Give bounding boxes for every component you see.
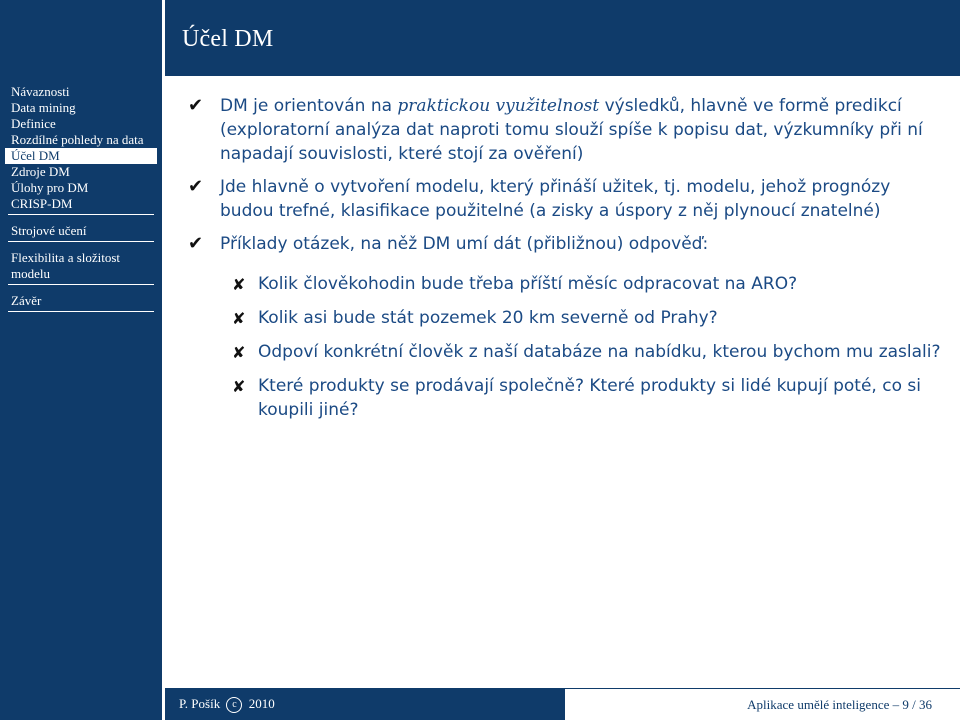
- footer-course: Aplikace umělé inteligence – 9 / 36: [565, 688, 960, 720]
- bullet-item: [182, 94, 942, 166]
- cross-icon: ✘: [232, 275, 246, 294]
- list-item-text: Kolik člověkohodin bude třeba příští měsíc odpracovat na ARO?: [258, 274, 798, 294]
- footer-course-name: Aplikace umělé inteligence: [747, 697, 890, 712]
- list-item: [182, 340, 942, 364]
- sidebar-item-flexibilita[interactable]: Flexibilita a složitost modelu: [8, 250, 154, 285]
- list-item-text: Odpoví konkrétní člověk z naší databáze na nabídku, kterou bychom mu zaslali?: [258, 342, 941, 362]
- sidebar-item-crisp-dm[interactable]: CRISP-DM: [8, 196, 154, 215]
- bullet-item: [182, 232, 942, 256]
- check-icon: ✔: [188, 233, 204, 254]
- cross-icon: ✘: [232, 377, 246, 396]
- sidebar-item-strojove-uceni[interactable]: Strojové učení: [8, 223, 154, 242]
- header-bar: [165, 0, 960, 76]
- bullet-item: [182, 175, 942, 223]
- sidebar-item-ucel-dm[interactable]: Účel DM: [5, 148, 157, 164]
- bullet-emphasis: praktickou využitelnost: [397, 96, 600, 116]
- footer-page-total: 36: [919, 697, 932, 712]
- sidebar-item-zdroje-dm[interactable]: Zdroje DM: [11, 164, 70, 179]
- copyright-icon: c: [226, 697, 242, 713]
- list-item: [182, 374, 942, 422]
- footer-page-separator: /: [912, 697, 916, 712]
- bullet-text: Jde hlavně o vytvoření modelu, který přináší užitek, tj. modelu, jehož prognózy budou trefné, klasifikace použitelné (a zisky a úspory z něj plynoucí znatelné): [220, 177, 891, 221]
- cross-icon: ✘: [232, 309, 246, 328]
- list-item-text: Které produkty se prodávají společně? Které produkty si lidé kupují poté, co si koupili jiné?: [258, 376, 921, 420]
- bullet-text: Příklady otázek, na něž DM umí dát (přibližnou) odpověď:: [220, 234, 709, 254]
- bullet-text-part: DM je orientován na: [220, 96, 398, 116]
- example-questions-list: [182, 272, 942, 422]
- footer-year: 2010: [248, 696, 275, 711]
- sidebar-item-zaver[interactable]: Závěr: [8, 293, 154, 312]
- footer: [0, 688, 960, 720]
- list-item: [182, 306, 942, 330]
- page-title: Účel DM: [182, 26, 274, 52]
- sidebar-nav: [8, 84, 154, 320]
- sidebar-item-rozdilne-pohledy[interactable]: Rozdílné pohledy na data: [11, 132, 144, 147]
- cross-icon: ✘: [232, 343, 246, 362]
- list-item-text: Kolik asi bude stát pozemek 20 km severně od Prahy?: [258, 308, 718, 328]
- sidebar-item-ulohy-pro-dm[interactable]: Úlohy pro DM: [11, 180, 89, 195]
- slide-content: [182, 94, 942, 432]
- check-icon: ✔: [188, 95, 204, 116]
- sidebar-item-definice[interactable]: Definice: [11, 116, 56, 131]
- footer-author-name: P. Pošík: [179, 696, 221, 711]
- footer-author: [165, 688, 565, 720]
- check-icon: ✔: [188, 176, 204, 197]
- sidebar-item-data-mining[interactable]: Data mining: [11, 100, 76, 115]
- sidebar-item-navaznosti[interactable]: Návaznosti: [11, 84, 70, 99]
- footer-page-number: 9: [902, 697, 909, 712]
- bullet-text-part: výsledků, hlavně ve formě predikcí (exploratorní analýza dat naproti tomu slouží spíše k popisu dat, výzkumníky při ní napadají souvislosti, které stojí za ověření): [220, 96, 923, 164]
- list-item: [182, 272, 942, 296]
